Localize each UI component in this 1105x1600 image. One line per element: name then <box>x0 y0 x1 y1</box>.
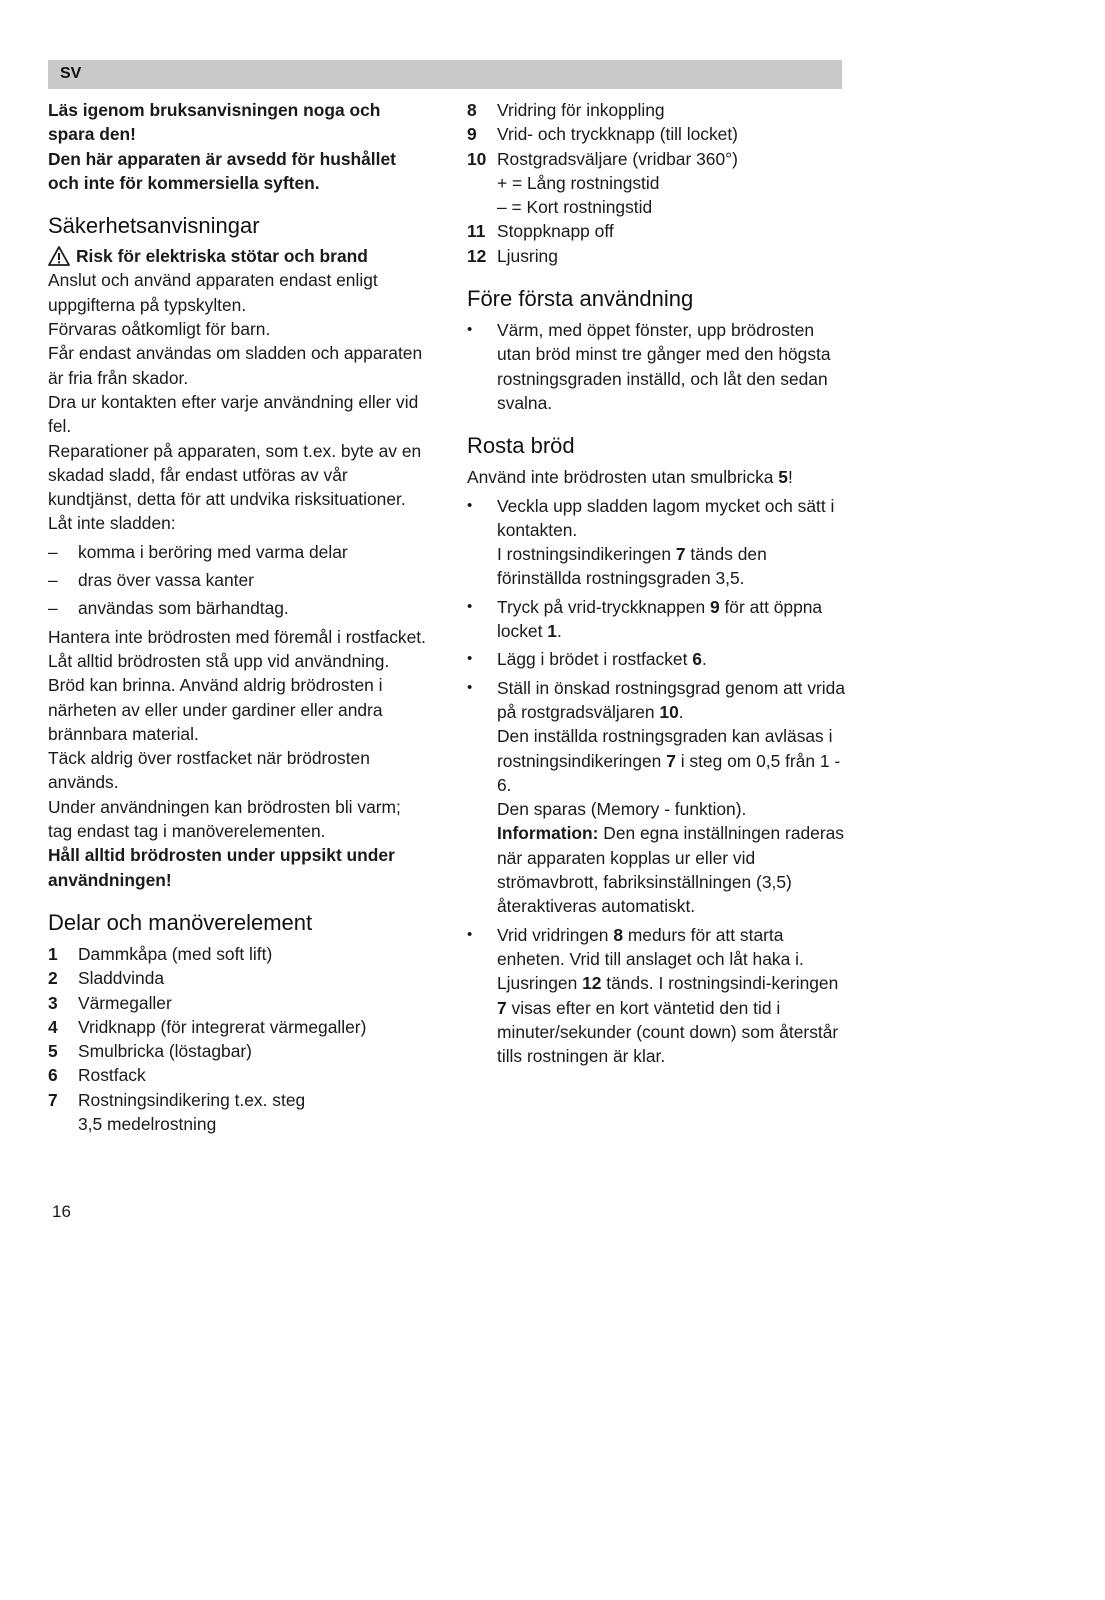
before-title: Före första användning <box>467 286 694 312</box>
ref-number: 10 <box>659 701 679 722</box>
bullet-marker: • <box>467 597 473 615</box>
bullet-text-part: Vrid vridringen <box>497 924 614 945</box>
part-text: Rostningsindikering t.ex. steg <box>78 1089 306 1110</box>
part-text: Dammkåpa (med soft lift) <box>78 943 273 964</box>
bullet-item <box>467 595 847 644</box>
part-number: 10 <box>467 148 487 169</box>
part-item <box>467 98 847 122</box>
toast-title: Rosta bröd <box>467 433 575 459</box>
part-item <box>467 244 847 268</box>
part-text: Vridring för inkoppling <box>497 100 665 120</box>
part-text: Rostgradsväljare (vridbar 360°) <box>497 148 738 169</box>
warning-heading <box>48 244 428 268</box>
bullet-text-part: Den inställda rostningsgraden kan avläsas i rostningsindikeringen <box>497 726 833 771</box>
part-item <box>467 219 847 243</box>
page-number: 16 <box>52 1202 71 1221</box>
safety-line: Täck aldrig över rostfacket när brödrosten används. <box>48 748 370 793</box>
bullet-text-part: I rostningsindikeringen <box>497 544 676 565</box>
bullet-marker: • <box>467 678 473 696</box>
safety-line: Under användningen kan brödrosten bli varm; tag endast tag i manöverelementen. <box>48 796 401 842</box>
bullet-text <box>497 923 847 1069</box>
part-text: Vridknapp (för integrerat värmegaller) <box>78 1016 367 1037</box>
intro-line-2: Den här apparaten är avsedd för hushållet och inte för kommersiella syften. <box>48 148 396 193</box>
safety-line: Reparationer på apparaten, som t.ex. byte av en skadad sladd, får endast utföras av vår kundtjänst, detta för att undvika risksituationer. <box>48 440 422 510</box>
ref-number: 9 <box>709 596 720 617</box>
ref-number: 8 <box>613 924 623 945</box>
part-item <box>48 942 428 966</box>
part-number: 11 <box>467 221 486 242</box>
part-item <box>467 147 847 171</box>
bullet-item <box>467 676 847 919</box>
part-text: Sladdvinda <box>78 968 165 989</box>
language-bar <box>48 60 842 89</box>
safety-line: Anslut och använd apparaten endast enligt uppgifterna på typskylten. <box>48 270 378 315</box>
part-number: 2 <box>48 968 58 989</box>
safety-bold-end: Håll alltid brödrosten under uppsikt under användningen! <box>48 845 395 890</box>
part-item <box>467 122 847 146</box>
part-item <box>48 966 428 990</box>
bullet-text <box>497 595 847 644</box>
dash-list-item <box>48 568 428 592</box>
bullet-text-part: Ställ in önskad rostningsgrad genom att vrida på rostgradsväljaren <box>497 677 846 722</box>
safety-line: Förvaras oåtkomligt för barn. <box>48 319 271 340</box>
ref-number: 7 <box>675 544 686 565</box>
bullet-text-part: tänds den förinställda rostningsgraden 3,5. <box>497 544 767 589</box>
part-number: 12 <box>467 245 487 266</box>
bullet-text-part: visas efter en kort väntetid den tid i minuter/sekunder (count down) som återstår tills rostningen är klar. <box>497 997 839 1067</box>
ref-number: 1 <box>547 621 557 642</box>
part-number: 8 <box>467 100 477 120</box>
part-item <box>48 1063 428 1087</box>
dash-list-item <box>48 596 428 620</box>
bullet-item <box>467 318 847 415</box>
bullet-text-part: . <box>678 701 684 722</box>
part-text-cont: + = Lång rostningstid <box>497 172 660 193</box>
bullet-text-part: för att öppna locket <box>497 596 823 642</box>
safety-line: Låt inte sladden: <box>48 513 176 534</box>
bullet-text-part: medurs för att starta enheten. Vrid till anslaget och låt haka i. Ljusringen <box>497 924 804 994</box>
safety-line: Hantera inte brödrosten med föremål i rostfacket. <box>48 626 426 647</box>
part-item <box>48 1088 428 1112</box>
bullet-marker: • <box>467 925 473 943</box>
bullet-text-part: . <box>556 621 562 642</box>
dash-list-item <box>48 540 428 564</box>
language-code: SV <box>60 65 82 82</box>
dash-text: användas som bärhandtag. <box>78 598 289 619</box>
toast-intro-text: ! <box>787 467 793 488</box>
part-text: Ljusring <box>497 245 558 266</box>
bullet-marker: • <box>467 496 473 514</box>
part-text: Vrid- och tryckknapp (till locket) <box>497 124 738 145</box>
part-number: 3 <box>48 992 58 1013</box>
bullet-text <box>497 494 847 591</box>
part-text-cont: 3,5 medelrostning <box>78 1113 217 1134</box>
ref-number: 7 <box>497 997 507 1018</box>
safety-line: Dra ur kontakten efter varje användning eller vid fel. <box>48 391 419 437</box>
dash-marker: – <box>48 541 58 562</box>
dash-text: dras över vassa kanter <box>78 570 254 591</box>
part-text-cont: – = Kort rostningstid <box>497 197 653 218</box>
info-text: Den egna inställningen raderas när apparaten kopplas ur eller vid strömavbrott, fabriksinställningen (3,5) återaktiveras automatiskt. <box>497 823 845 917</box>
bullet-text-part: i steg om 0,5 från 1 - 6. <box>497 750 841 795</box>
toast-intro <box>467 465 847 489</box>
bullet-text <box>497 647 847 671</box>
part-number: 1 <box>48 943 58 964</box>
dash-marker: – <box>48 598 58 619</box>
bullet-item <box>467 647 847 671</box>
part-item <box>48 1015 428 1039</box>
bullet-text-part: Den sparas (Memory - funktion). <box>497 799 747 820</box>
bullet-text-part: tänds. I rostningsindi-keringen <box>601 973 839 994</box>
bullet-text-part: Lägg i brödet i rostfacket <box>497 649 693 670</box>
part-text: Smulbricka (löstagbar) <box>78 1041 252 1062</box>
part-number: 7 <box>48 1089 58 1110</box>
left-column <box>48 98 428 1136</box>
dash-text: komma i beröring med varma delar <box>78 541 348 562</box>
ref-number: 5 <box>778 467 788 488</box>
warning-triangle-icon <box>48 246 70 266</box>
intro-line-1: Läs igenom bruksanvisningen noga och spara den! <box>48 100 381 145</box>
ref-number: 7 <box>666 750 676 771</box>
safety-line: Bröd kan brinna. Använd aldrig brödrosten i närheten av eller under gardiner eller andra brännbara material. <box>48 675 383 744</box>
safety-line: Låt alltid brödrosten stå upp vid användning. <box>48 650 390 671</box>
bullet-marker: • <box>467 650 473 668</box>
part-number: 5 <box>48 1041 58 1062</box>
part-item <box>48 991 428 1015</box>
part-text: Värmegaller <box>78 992 172 1013</box>
bullet-text: Värm, med öppet fönster, upp brödrosten utan bröd minst tre gånger med den högsta rostningsgraden inställd, och låt den sedan svalna. <box>497 320 831 413</box>
part-number: 4 <box>48 1016 58 1037</box>
part-text: Rostfack <box>78 1065 146 1086</box>
part-text: Stoppknapp off <box>497 221 614 242</box>
ref-number: 6 <box>692 649 702 670</box>
bullet-text <box>497 676 847 919</box>
bullet-item <box>467 494 847 591</box>
warning-title: Risk för elektriska stötar och brand <box>76 246 368 267</box>
right-column <box>467 98 847 1068</box>
bullet-item <box>467 923 847 1069</box>
part-number: 9 <box>467 124 477 145</box>
safety-title: Säkerhetsanvisningar <box>48 213 260 239</box>
part-number: 6 <box>48 1065 58 1086</box>
bullet-text-part: Tryck på vrid-tryckknappen <box>497 596 710 617</box>
safety-line: Får endast användas om sladden och apparaten är fria från skador. <box>48 343 423 388</box>
bullet-marker: • <box>467 321 473 339</box>
dash-marker: – <box>48 570 58 591</box>
ref-number: 12 <box>582 973 602 994</box>
part-item <box>48 1039 428 1063</box>
bullet-text-part: Veckla upp sladden lagom mycket och sätt i kontakten. <box>497 495 835 540</box>
info-label: Information: <box>497 823 599 844</box>
parts-title: Delar och manöverelement <box>48 909 313 935</box>
bullet-text-part: . <box>701 649 707 670</box>
toast-intro-text: Använd inte brödrosten utan smulbricka <box>467 467 779 488</box>
